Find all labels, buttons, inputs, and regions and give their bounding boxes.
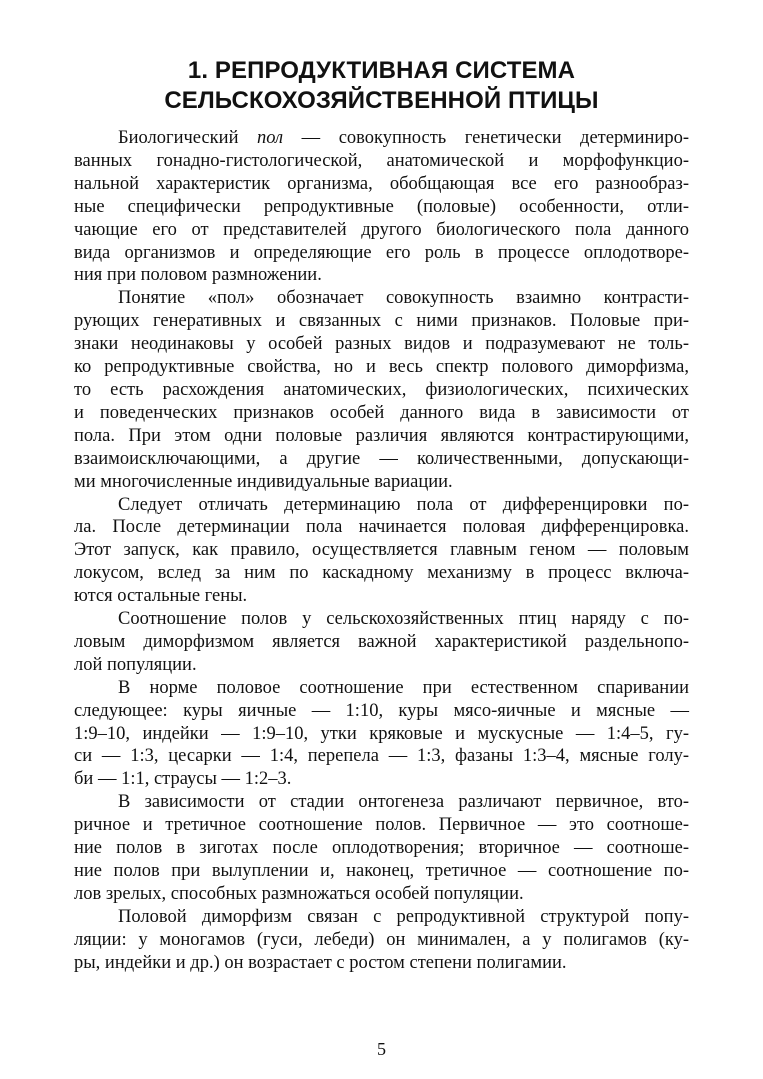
paragraph: [74, 906, 689, 975]
text-line: Этот запуск, как правило, осуществляется главным геном — половым: [74, 540, 689, 561]
text-line: си — 1:3, цесарки — 1:4, перепела — 1:3, фазаны 1:3–4, мясные голу-: [74, 746, 689, 767]
paragraph: [74, 287, 689, 493]
text-line: ния при половом размножении.: [74, 265, 322, 286]
paragraph: [74, 494, 689, 609]
text-line: В норме половое соотношение при естественном спаривании: [118, 677, 689, 698]
emphasized-term: пол: [257, 128, 284, 148]
text-line: и поведенческих признаков особей данного вида в зависимости от: [74, 402, 689, 423]
text-line: рующих генеративных и связанных с ними признаков. Половые при-: [74, 311, 689, 332]
page-number: 5: [377, 1039, 386, 1059]
text-line: ми многочисленные индивидуальные вариации.: [74, 471, 453, 492]
text-line: В зависимости от стадии онтогенеза различают первичное, вто-: [118, 792, 689, 813]
text-line: пола. При этом одни половые различия являются контрастирующими,: [74, 425, 689, 446]
paragraph: [74, 791, 689, 906]
text-line: следующее: куры яичные — 1:10, куры мясо-яичные и мясные —: [74, 700, 689, 721]
text-line: ванных гонадно-гистологической, анатомической и морфофункцио-: [74, 150, 689, 171]
chapter-title: [74, 56, 689, 116]
text-line: Понятие «пол» обозначает совокупность взаимно контрасти-: [118, 288, 689, 309]
paragraph: [74, 677, 689, 792]
text-line: Половой диморфизм связан с репродуктивной структурой попу-: [118, 906, 689, 927]
text-line: 1:9–10, индейки — 1:9–10, утки кряковые и мускусные — 1:4–5, гу-: [74, 723, 689, 744]
text-line: ловым диморфизмом является важной характеристикой раздельнопо-: [74, 631, 689, 652]
text-line: ричное и третичное соотношение полов. Первичное — это соотноше-: [74, 815, 689, 836]
text-line: ются остальные гены.: [74, 586, 248, 607]
text-line: ры, индейки и др.) он возрастает с ростом степени полигамии.: [74, 952, 567, 973]
text-line: ние полов в зиготах после оплодотворения; вторичное — соотноше-: [74, 838, 689, 859]
text-line: лов зрелых, способных размножаться особей популяции.: [74, 883, 524, 904]
text-line: ные специфически репродуктивные (половые) особенности, отли-: [74, 196, 689, 217]
body-text: [74, 127, 689, 975]
text-line: ляции: у моногамов (гуси, лебеди) он минимален, а у полигамов (ку-: [74, 929, 689, 950]
text-line: нальной характеристик организма, обобщающая все его разнообраз-: [74, 173, 689, 194]
text-line: Соотношение полов у сельскохозяйственных птиц наряду с по-: [118, 609, 689, 630]
paragraph: [74, 127, 689, 287]
paragraph: [74, 608, 689, 677]
text-line: знаки неодинаковы у особей разных видов и подразумевают не толь-: [74, 334, 689, 355]
text-line: ла. После детерминации пола начинается половая дифференцировка.: [74, 517, 689, 538]
text-line: Биологический пол — совокупность генетически детерминиро-: [118, 128, 689, 148]
text-line: локусом, вслед за ним по каскадному механизму в процесс включа-: [74, 563, 689, 584]
text-line: то есть расхождения анатомических, физиологических, психических: [74, 379, 689, 400]
chapter-title-line-1: 1. РЕПРОДУКТИВНАЯ СИСТЕМА: [187, 57, 576, 84]
chapter-title-line-2: СЕЛЬСКОХОЗЯЙСТВЕННОЙ ПТИЦЫ: [164, 87, 599, 114]
text-line: взаимоисключающими, а другие — количественными, допускающи-: [74, 448, 689, 469]
text-line: ко репродуктивные свойства, но и весь спектр полового диморфизма,: [74, 357, 689, 378]
text-line: лой популяции.: [74, 654, 197, 675]
text-line: Следует отличать детерминацию пола от дифференцировки по-: [118, 494, 689, 515]
text-line: ние полов при вылуплении и, наконец, третичное — соотношение по-: [74, 861, 689, 881]
text-line: чающие его от представителей другого биологического пола данного: [74, 219, 689, 240]
text-line: вида организмов и определяющие его роль в процессе оплодотворе-: [74, 242, 689, 263]
text-line: би — 1:1, страусы — 1:2–3.: [74, 769, 292, 790]
